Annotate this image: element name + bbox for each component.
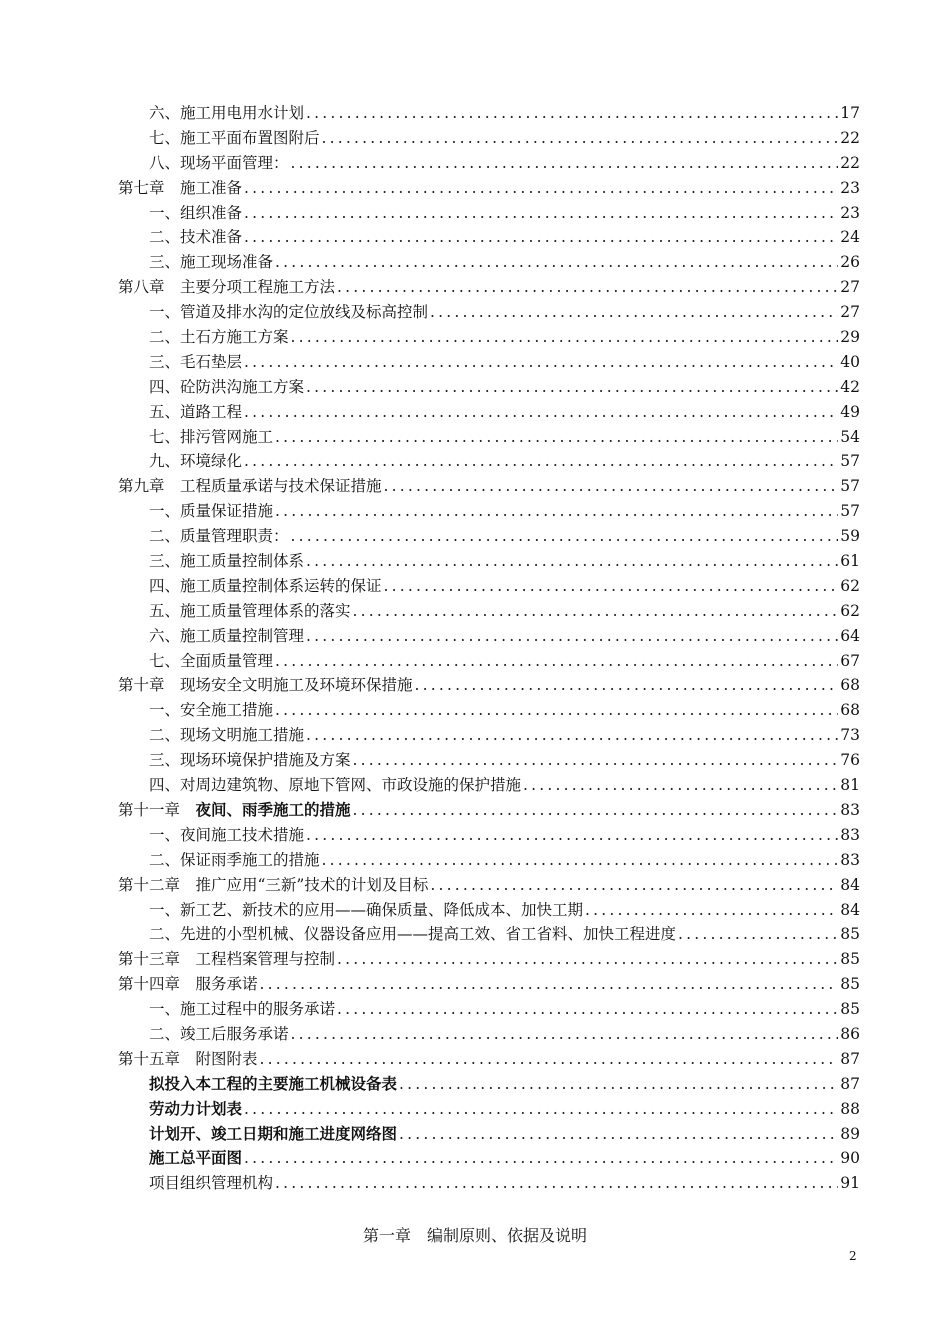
toc-entry-title: 七、全面质量管理 — [149, 651, 274, 670]
toc-entry-page: 57 — [840, 452, 860, 471]
toc-entry-page: 27 — [840, 303, 860, 322]
toc-entry-title: 第十三章 工程档案管理与控制 — [118, 950, 336, 969]
toc-entry-title: 三、施工质量控制体系 — [149, 552, 305, 571]
toc-entry-page: 83 — [840, 850, 860, 869]
toc-dot-leader — [275, 649, 838, 674]
toc-entry[interactable] — [118, 823, 860, 848]
toc-entry[interactable] — [118, 101, 860, 126]
toc-dot-leader — [260, 1047, 839, 1072]
toc-dot-leader — [337, 947, 838, 972]
toc-entry[interactable] — [118, 922, 860, 947]
toc-entry[interactable] — [118, 1022, 860, 1047]
toc-entry[interactable] — [118, 574, 860, 599]
toc-entry-page: 29 — [840, 328, 860, 347]
toc-entry-title: 第十四章 服务承诺 — [118, 975, 258, 994]
toc-dot-leader — [399, 1072, 838, 1097]
toc-entry[interactable] — [118, 848, 860, 873]
toc-dot-leader — [244, 400, 838, 425]
toc-entry-chapter-number: 第十一章 — [118, 800, 196, 819]
toc-entry-page: 57 — [840, 502, 860, 521]
toc-entry-page: 87 — [840, 1049, 860, 1068]
toc-entry-title: 二、保证雨季施工的措施 — [149, 850, 320, 869]
toc-entry-page: 42 — [840, 377, 860, 396]
toc-dot-leader — [322, 126, 839, 151]
toc-entry-title: 二、现场文明施工措施 — [149, 726, 305, 745]
toc-entry[interactable] — [118, 873, 860, 898]
toc-entry-title: 一、管道及排水沟的定位放线及标高控制 — [149, 303, 429, 322]
toc-entry-title: 一、夜间施工技术措施 — [149, 825, 305, 844]
toc-entry-page: 57 — [840, 477, 860, 496]
toc-entry-page: 26 — [840, 253, 860, 272]
toc-entry[interactable] — [118, 126, 860, 151]
toc-entry[interactable] — [118, 250, 860, 275]
toc-dot-leader — [353, 798, 839, 823]
table-of-contents — [118, 101, 860, 1196]
toc-dot-leader — [244, 176, 838, 201]
toc-entry-title: 二、先进的小型机械、仪器设备应用——提高工效、省工省料、加快工程进度 — [149, 925, 677, 944]
toc-dot-leader — [399, 1122, 838, 1147]
toc-entry-title: 第十章 现场安全文明施工及环境环保措施 — [118, 676, 413, 695]
toc-dot-leader — [415, 673, 839, 698]
toc-entry-page: 91 — [840, 1174, 860, 1193]
toc-dot-leader — [291, 325, 839, 350]
toc-dot-leader — [244, 1146, 838, 1171]
chapter-heading: 第一章 编制原则、依据及说明 — [362, 1226, 587, 1245]
toc-dot-leader — [678, 922, 838, 947]
toc-entry-page: 49 — [840, 402, 860, 421]
toc-entry[interactable] — [118, 972, 860, 997]
toc-entry-page: 90 — [840, 1149, 860, 1168]
toc-entry[interactable] — [118, 898, 860, 923]
toc-entry-page: 85 — [840, 1000, 860, 1019]
toc-dot-leader — [260, 972, 839, 997]
toc-entry-title: 第八章 主要分项工程施工方法 — [118, 278, 336, 297]
toc-entry-page: 61 — [840, 552, 860, 571]
toc-entry-page: 85 — [840, 950, 860, 969]
toc-entry-page: 62 — [840, 601, 860, 620]
toc-entry-title: 一、组织准备 — [149, 203, 243, 222]
toc-entry[interactable] — [118, 201, 860, 226]
toc-entry-page: 54 — [840, 427, 860, 446]
toc-entry-title: 二、技术准备 — [149, 228, 243, 247]
toc-entry[interactable] — [118, 449, 860, 474]
toc-entry-page: 27 — [840, 278, 860, 297]
toc-entry-title: 计划开、竣工日期和施工进度网络图 — [149, 1123, 398, 1143]
toc-entry-title: 七、排污管网施工 — [149, 427, 274, 446]
toc-entry[interactable] — [118, 698, 860, 723]
toc-entry[interactable] — [118, 748, 860, 773]
toc-entry-title: 六、施工质量控制管理 — [149, 626, 305, 645]
toc-dot-leader — [430, 873, 838, 898]
toc-entry-page: 22 — [840, 128, 860, 147]
toc-entry[interactable] — [118, 673, 860, 698]
toc-dot-leader — [337, 997, 838, 1022]
toc-entry[interactable] — [118, 350, 860, 375]
toc-entry-page: 40 — [840, 352, 860, 371]
toc-dot-leader — [306, 549, 838, 574]
toc-entry-title: 七、施工平面布置图附后 — [149, 128, 320, 147]
toc-dot-leader — [430, 300, 838, 325]
toc-entry-page: 85 — [840, 975, 860, 994]
toc-entry[interactable] — [118, 375, 860, 400]
toc-entry-title: 五、施工质量管理体系的落实 — [149, 601, 351, 620]
toc-dot-leader — [384, 474, 839, 499]
toc-entry-title: 五、道路工程 — [149, 402, 243, 421]
toc-dot-leader — [244, 449, 838, 474]
toc-entry-title: 第七章 施工准备 — [118, 178, 243, 197]
toc-entry-page: 86 — [840, 1024, 860, 1043]
toc-entry[interactable] — [118, 1097, 860, 1122]
toc-entry[interactable] — [118, 773, 860, 798]
toc-entry-title: 九、环境绿化 — [149, 452, 243, 471]
toc-entry[interactable] — [118, 947, 860, 972]
toc-dot-leader — [291, 524, 839, 549]
toc-entry[interactable] — [118, 798, 860, 823]
toc-entry-page: 17 — [840, 104, 860, 122]
toc-entry-page: 81 — [840, 776, 860, 795]
toc-entry-title: 一、施工过程中的服务承诺 — [149, 1000, 336, 1019]
toc-entry[interactable] — [118, 524, 860, 549]
toc-entry-page: 73 — [840, 726, 860, 745]
toc-dot-leader — [275, 499, 838, 524]
toc-entry[interactable] — [118, 151, 860, 176]
toc-entry[interactable] — [118, 425, 860, 450]
toc-entry[interactable] — [118, 176, 860, 201]
toc-entry[interactable] — [118, 1047, 860, 1072]
toc-entry-title: 施工总平面图 — [149, 1148, 243, 1168]
toc-entry-page: 59 — [840, 527, 860, 546]
toc-dot-leader — [306, 723, 838, 748]
toc-dot-leader — [291, 151, 839, 176]
toc-dot-leader — [244, 201, 838, 226]
toc-entry-title: 四、砼防洪沟施工方案 — [149, 377, 305, 396]
toc-entry-title: 六、施工用电用水计划 — [149, 104, 305, 122]
toc-entry-title: 一、新工艺、新技术的应用——确保质量、降低成本、加快工期 — [149, 900, 584, 919]
toc-dot-leader — [244, 1097, 838, 1122]
toc-dot-leader — [353, 599, 839, 624]
toc-entry-title: 一、安全施工措施 — [149, 701, 274, 720]
toc-entry[interactable] — [118, 300, 860, 325]
toc-entry-page: 85 — [840, 925, 860, 944]
toc-entry-title: 第十五章 附图附表 — [118, 1049, 258, 1068]
toc-entry-title: 二、竣工后服务承诺 — [149, 1024, 289, 1043]
toc-entry[interactable] — [118, 1146, 860, 1171]
toc-entry-page: 68 — [840, 676, 860, 695]
toc-entry-title: 三、施工现场准备 — [149, 253, 274, 272]
toc-entry-page: 76 — [840, 751, 860, 770]
toc-entry[interactable] — [118, 997, 860, 1022]
toc-entry[interactable] — [118, 225, 860, 250]
toc-entry-page: 83 — [840, 825, 860, 844]
toc-entry-page: 83 — [840, 800, 860, 819]
toc-entry-page: 23 — [840, 203, 860, 222]
toc-entry[interactable] — [118, 400, 860, 425]
toc-entry-page: 64 — [840, 626, 860, 645]
toc-entry-page: 88 — [840, 1099, 860, 1118]
toc-dot-leader — [306, 624, 838, 649]
toc-entry-title: 项目组织管理机构 — [149, 1174, 274, 1193]
toc-entry-title — [118, 798, 351, 823]
toc-entry[interactable] — [118, 624, 860, 649]
toc-dot-leader — [384, 574, 839, 599]
toc-entry-title: 四、施工质量控制体系运转的保证 — [149, 576, 382, 595]
toc-dot-leader — [244, 350, 838, 375]
toc-entry[interactable] — [118, 1072, 860, 1097]
toc-entry-title: 拟投入本工程的主要施工机械设备表 — [149, 1073, 398, 1093]
toc-entry-title: 第十二章 推广应用“三新”技术的计划及目标 — [118, 875, 429, 894]
toc-dot-leader — [306, 823, 838, 848]
toc-dot-leader — [275, 698, 838, 723]
toc-entry-page: 84 — [840, 875, 860, 894]
toc-entry-title: 三、现场环境保护措施及方案 — [149, 751, 351, 770]
toc-entry-page: 67 — [840, 651, 860, 670]
toc-dot-leader — [306, 375, 838, 400]
toc-dot-leader — [585, 898, 838, 923]
toc-entry-page: 24 — [840, 228, 860, 247]
toc-entry-page: 62 — [840, 576, 860, 595]
toc-entry-title: 劳动力计划表 — [149, 1098, 243, 1118]
toc-entry-title: 二、质量管理职责： — [149, 527, 289, 546]
toc-entry[interactable] — [118, 499, 860, 524]
toc-entry-page: 84 — [840, 900, 860, 919]
toc-dot-leader — [275, 425, 838, 450]
toc-entry-title: 第九章 工程质量承诺与技术保证措施 — [118, 477, 382, 496]
toc-entry[interactable] — [118, 549, 860, 574]
toc-dot-leader — [244, 225, 838, 250]
toc-entry-page: 89 — [840, 1124, 860, 1143]
toc-dot-leader — [291, 1022, 839, 1047]
toc-entry[interactable] — [118, 325, 860, 350]
toc-entry-page: 22 — [840, 153, 860, 172]
toc-entry-title: 八、现场平面管理： — [149, 153, 289, 172]
toc-entry[interactable] — [118, 1122, 860, 1147]
toc-dot-leader — [322, 848, 839, 873]
toc-entry-page: 87 — [840, 1074, 860, 1093]
toc-dot-leader — [523, 773, 838, 798]
toc-dot-leader — [306, 101, 838, 126]
toc-entry-page: 68 — [840, 701, 860, 720]
toc-entry[interactable] — [118, 649, 860, 674]
toc-entry-title: 四、对周边建筑物、原地下管网、市政设施的保护措施 — [149, 776, 522, 795]
toc-entry-chapter-name: 夜间、雨季施工的措施 — [195, 799, 351, 819]
toc-dot-leader — [275, 250, 838, 275]
toc-entry[interactable] — [118, 1171, 860, 1196]
toc-entry-title: 二、土石方施工方案 — [149, 328, 289, 347]
toc-entry[interactable] — [118, 723, 860, 748]
toc-dot-leader — [337, 275, 838, 300]
toc-dot-leader — [275, 1171, 838, 1196]
toc-entry-title: 一、质量保证措施 — [149, 502, 274, 521]
toc-dot-leader — [353, 748, 839, 773]
toc-entry-title: 三、毛石垫层 — [149, 352, 243, 371]
toc-entry[interactable] — [118, 474, 860, 499]
toc-entry-page: 23 — [840, 178, 860, 197]
page-number: 2 — [849, 1249, 857, 1263]
toc-entry[interactable] — [118, 275, 860, 300]
toc-entry[interactable] — [118, 599, 860, 624]
